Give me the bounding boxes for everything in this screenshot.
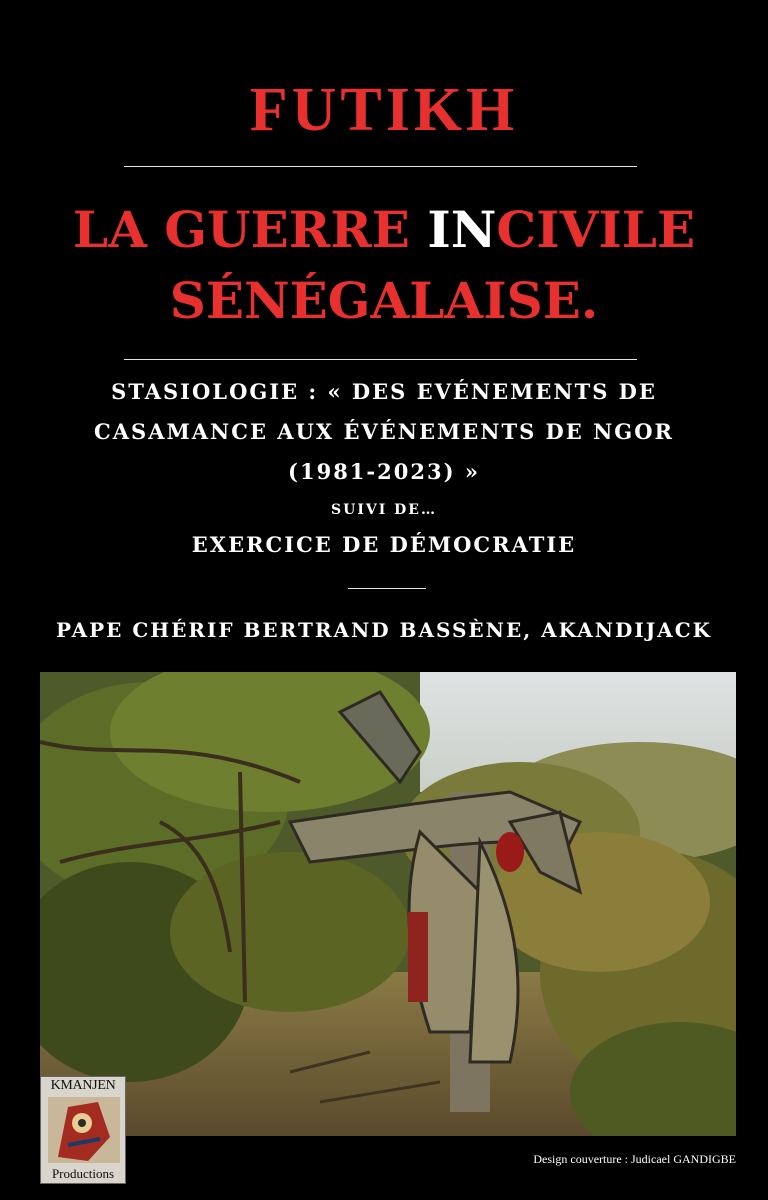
second-title: EXERCICE DE DÉMOCRATIE (191, 532, 577, 557)
subtitle-part-a: LA GUERRE (72, 200, 428, 259)
design-credit: Design couverture : Judicael GANDIGBE (533, 1152, 736, 1166)
divider-short (348, 588, 426, 589)
subtitle-highlight: IN (427, 200, 497, 259)
logo-name: KMANJEN (50, 1078, 116, 1093)
subtitle-part-c: CIVILE (496, 200, 696, 259)
suivi-de-label: SUIVI DE… (331, 502, 437, 518)
tagline-line-1: STASIOLOGIE : « DES EVÉNEMENTS DE (111, 379, 657, 404)
divider-middle (124, 359, 637, 360)
divider-top (124, 166, 637, 167)
logo-footer: Productions (51, 1166, 115, 1181)
subtitle-line-1 (0, 201, 768, 259)
book-title: FUTIKH (249, 76, 519, 144)
subtitle-line-2: SÉNÉGALAISE. (169, 271, 599, 330)
tagline-line-2: CASAMANCE AUX ÉVÉNEMENTS DE NGOR (94, 419, 674, 444)
logo-art-icon (48, 1097, 120, 1163)
cover-photo (40, 672, 736, 1136)
tagline-line-3: (1981-2023) » (288, 459, 480, 484)
author-name: PAPE CHÉRIF BERTRAND BASSÈNE, AKANDIJACK (55, 618, 712, 642)
publisher-logo (40, 1076, 126, 1184)
